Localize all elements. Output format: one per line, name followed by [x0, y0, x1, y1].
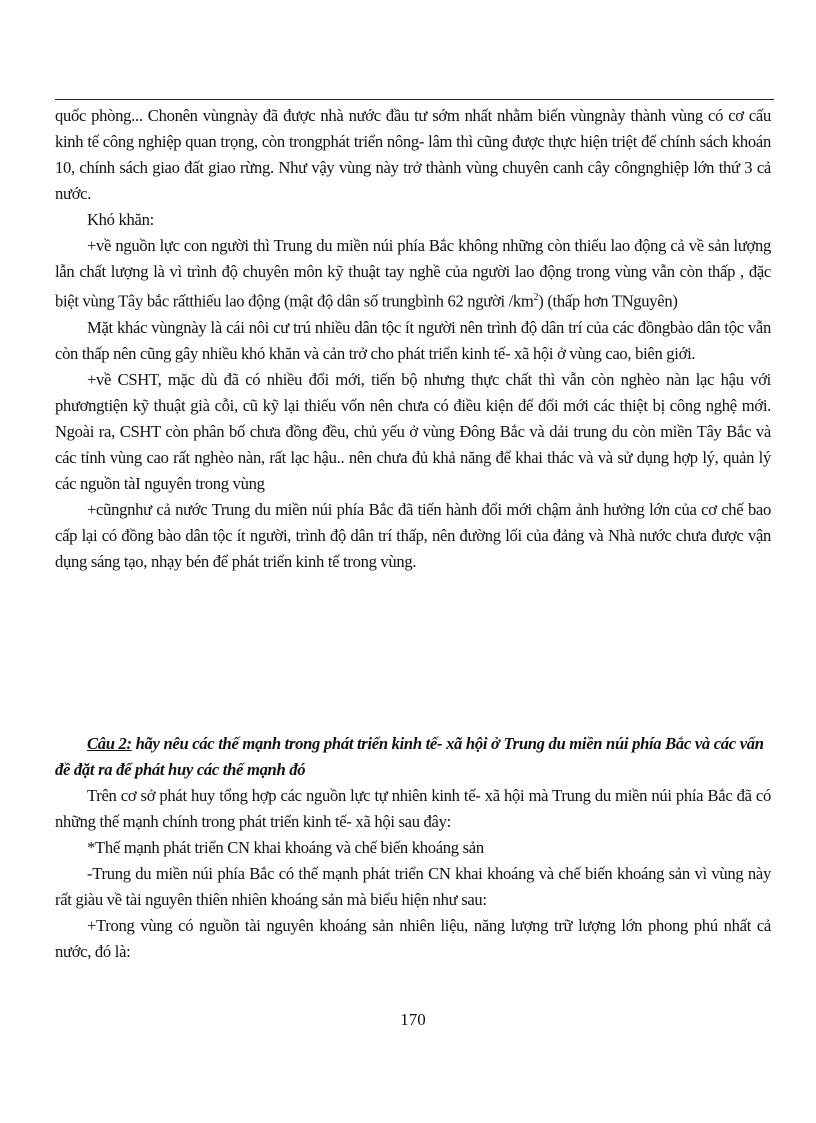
paragraph: quốc phòng... Chonên vùngnày đã được nhà nước đầu tư sớm nhất nhằm biến vùngnày thành vùng có cơ cấu kinh tế công nghiệp quan trọng, còn trongphát triển nông- lâm thì cũng được thực hiện triệt để chính sách khoán 10, chính sách giao đất giao rừng. Như vậy vùng này trở thành vùng chuyên canh cây côngnghiệp lớn thứ 3 cả nước.: [55, 106, 771, 203]
question-text: hãy nêu các thế mạnh trong phát triển kinh tế- xã hội ở Trung du miền núi phía Bắc và các vấn đề đặt ra để phát huy các thế mạnh đó: [55, 733, 764, 779]
document-page: [55, 0, 771, 1123]
paragraph: Mặt khác vùngnày là cái nôi cư trú nhiều dân tộc ít người nên trình độ dân trí của các đồngbào dân tộc vẫn còn thấp nên cũng gây nhiều khó khăn và cản trở cho phát triển kinh tế- xã hội ở vùng cao, biên giới.: [55, 317, 771, 363]
paragraph-text: +về nguồn lực con người thì Trung du miền núi phía Bắc không những còn thiếu lao động cả về sản lượng lẫn chất lượng là vì trình độ chuyên môn kỹ thuật tay nghề của người lao động trong vùng vẫn còn thấp , đặc biệt vùng Tây bắc rấtthiếu lao động (mật độ dân số trungbình 62 người /km: [55, 236, 771, 311]
paragraph: [55, 233, 771, 315]
question-heading: [55, 731, 771, 783]
paragraph-heading-difficulties: Khó khăn:: [87, 210, 154, 229]
paragraph: +về CSHT, mặc dù đã có nhiều đổi mới, tiến bộ nhưng thực chất thì vẫn còn nghèo nàn lạc hậu với phươngtiện kỹ thuật già cỗi, cũ kỹ lại thiếu vốn nên chưa có điều kiện để đổi mới các thiệt bị công nghệ mới. Ngoài ra, CSHT còn phân bố chưa đồng đều, chủ yếu ở vùng Đông Bắc và dải trung du còn miền Tây Bắc và các tỉnh vùng cao rất nghèo nàn, rất lạc hậu.. nên chưa đủ khả năng để khai thác và và sử dụng hợp lý, quản lý các nguồn tàI nguyên trong vùng: [55, 369, 771, 493]
paragraph: *Thế mạnh phát triển CN khai khoáng và chế biến khoáng sản: [87, 837, 484, 857]
spacer: [55, 575, 771, 731]
paragraph: +Trong vùng có nguồn tài nguyên khoáng sản nhiên liệu, năng lượng trữ lượng lớn phong phú nhất cả nước, đó là:: [55, 915, 771, 961]
paragraph: Trên cơ sở phát huy tổng hợp các nguồn lực tự nhiên kinh tế- xã hội mà Trung du miền núi phía Bắc đã có những thế mạnh chính trong phát triển kinh tế- xã hội sau đây:: [55, 785, 771, 831]
paragraph: +cũngnhư cả nước Trung du miền núi phía Bắc đã tiến hành đổi mới chậm ảnh hưởng lớn của cơ chế bao cấp lại có đồng bào dân tộc ít người, trình độ dân trí thấp, nên đường lối của đảng và Nhà nước chưa được vận dụng sáng tạo, nhạy bén để phát triển kinh tế trong vùng.: [55, 499, 771, 571]
question-label: Câu 2:: [87, 733, 132, 753]
superscript: 2: [533, 292, 539, 303]
paragraph-text: ) (thấp hơn TNguyên): [538, 291, 678, 311]
header-rule: [55, 99, 774, 100]
page-number: 170: [400, 1010, 426, 1029]
paragraph: -Trung du miền núi phía Bắc có thế mạnh phát triển CN khai khoáng và chế biến khoáng sản vì vùng này rất giàu về tài nguyên thiên nhiên khoáng sản mà biểu hiện như sau:: [55, 863, 771, 909]
document-body: [55, 103, 771, 965]
